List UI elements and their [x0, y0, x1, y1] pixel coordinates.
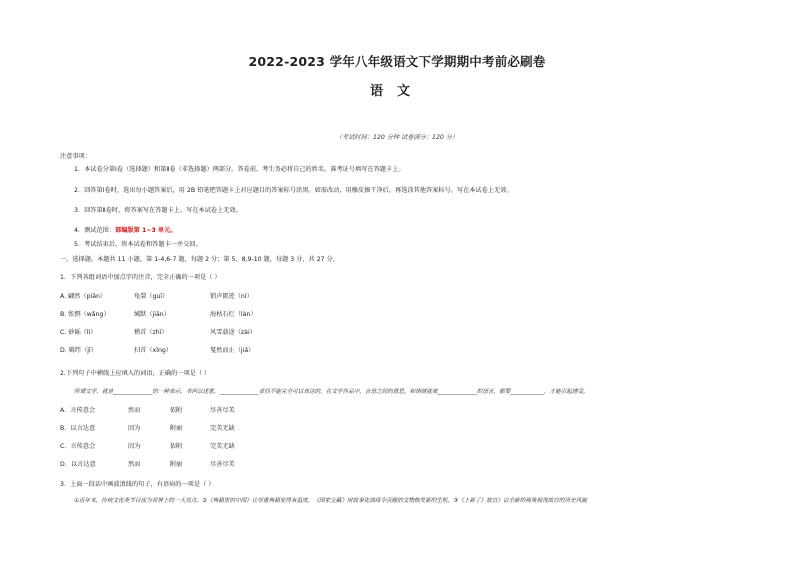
page-title: 2022-2023 学年八年级语文下学期期中考前必刷卷 — [248, 54, 546, 69]
q1-stem: 1．下列各组词语中加点字的注音，完全正确的一项是（ ） — [60, 274, 221, 281]
q2-passage: 所谓文学，就是______________的一种表示。书何以述意，______________者尚不能完全可以表达的，在文学作品中，言语之间的意思，和情绪就被______________的语言，都要____________，才能引起感受。 — [74, 389, 589, 395]
note-item-4 — [74, 226, 176, 235]
note-item-5: 5．考试结束后，将本试卷和答题卡一并交回。 — [74, 241, 202, 248]
note-item-3: 3．回答第Ⅱ卷时，将答案写在答题卡上。写在本试卷上无效。 — [74, 207, 242, 214]
section-1-heading: 一、选择题。本题共 11 小题，第 1-4,6-7 题，每题 2 分；第 5、8,9-10 题，每题 3 分，共 27 分。 — [60, 256, 339, 263]
note-item-2: 2．回答第Ⅰ卷时，选出每小题答案后，用 2B 铅笔把答题卡上对应题目的答案标号涂黑。如需改动，用橡皮擦干净后，再选涂其他答案标号。写在本试卷上无效。 — [74, 187, 513, 194]
scope-label: 4．测试范围： — [74, 227, 116, 234]
q3-stem: 3．上面一段话中画波浪线的句子，有语病的一项是（ ） — [60, 481, 215, 488]
q3-passage: ①近年来，传统文化类节目成为荧屏上的一大亮点。②《典籍里的中国》让厚重典籍变得有温度，《国家宝藏》用故事化演绎令沉睡的文物焕发新的生机。③《上新了》故宫》以全新的视角展现故宫的历史风貌 — [74, 498, 587, 504]
exam-page: 2022-2023 学年八年级语文下学期期中考前必刷卷 语文 （考试时间：120 分钟 试卷满分：120 分） 注意事项： 1．本试卷分第Ⅰ卷（选择题）和第Ⅱ卷（非选择题）两部分。答卷前，考生务必将自己的姓名、准考证号填写在答题卡上。 2．回答第Ⅰ卷时，选出每小题答案后，用 2B 铅笔把答题卡上对应题目的答案标号涂黑。如需改动，用橡皮擦干净后，再选涂其他答案标号。写在本试卷上无效。 3．回答第Ⅱ卷时，将答案写在答题卡上。写在本试卷上无效。 4．测试范围：部编版第 1~3 单元。 5．考试结束后，将本试卷和答题卡一并交回。 一、选择题。本题共 11 小题，第 1-4,6-7 题，每题 2 分；第 5、8,9-10 题，每题 3 分，共 27 分。 1．下列各组词语中加点字的注音，完全正确的一项是（ ） A. 翩然（piān） 龟裂（guī） 销声匿迹（nì） B. 怅惘（wǎng） 缄默（jiān） 海枯石烂（làn） C. 砂砾（lì） 稽首（zhī） 风雪载途（zài） D. 羁绊（jī） 扫首（xǐng） 戛然而止（jiá） 2.下列句子中横线上应填入的词语，正确的一项是（ ） 所谓文学，就是______________的一种表示。书何以述意，______________者尚不能完全可以表达的，在文学作品中，言语之间的意思，和情绪就被______________的语言，都要____________，才能引起感受。 A．言传意会 然而 依附 尽善尽美 B．以言达意 因为 附丽 完美无缺 C．言传意会 因为 依附 完美无缺 D．以言达意 然而 附丽 尽善尽美 3．上面一段话中画波浪线的句子，有语病的一项是（ ） ①近年来，传统文化类节目成为荧屏上的一大亮点。②《典籍里的中国》让厚重典籍变得有温度，《国家宝藏》用故事化演绎令沉睡的文物焕发新的生机。③《上新了》故宫》以全新的视角展现故宫的历史风貌 — [0, 0, 794, 562]
page-subtitle: 语文 — [369, 84, 424, 99]
notes-heading: 注意事项： — [60, 153, 91, 160]
scope-value: 部编版第 1~3 单元。 — [115, 227, 177, 234]
note-item-1: 1．本试卷分第Ⅰ卷（选择题）和第Ⅱ卷（非选择题）两部分。答卷前，考生务必将自己的姓名、准考证号填写在答题卡上。 — [74, 166, 405, 173]
time-info: （考试时间：120 分钟 试卷满分：120 分） — [335, 134, 459, 141]
q2-stem: 2.下列句子中横线上应填入的词语，正确的一项是（ ） — [60, 370, 211, 377]
